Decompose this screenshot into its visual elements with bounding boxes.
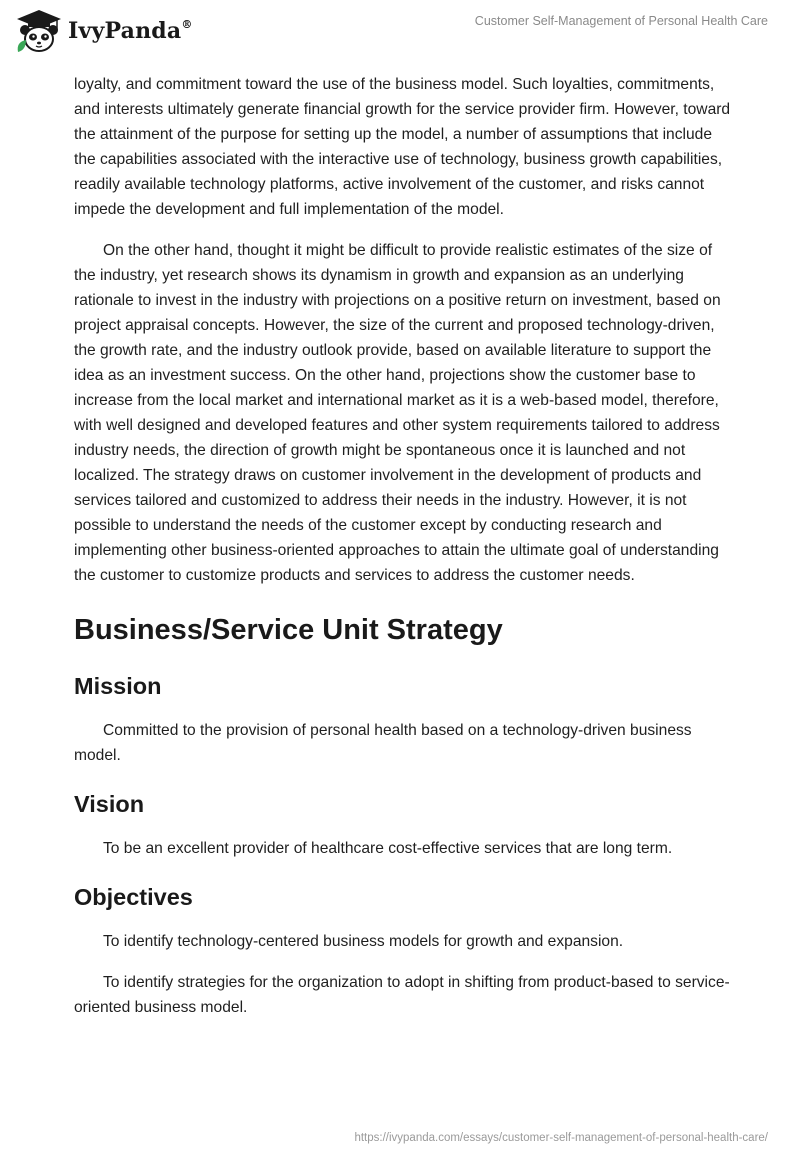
objectives-heading: Objectives — [74, 884, 193, 910]
mission-heading: Mission — [74, 673, 162, 699]
vision-text: To be an excellent provider of healthcare cost-effective services that are long term. — [103, 840, 673, 857]
ivypanda-logo[interactable] — [14, 8, 193, 54]
mission-text: Committed to the provision of personal health based on a technology-driven business model. — [74, 722, 692, 764]
source-url-link[interactable]: https://ivypanda.com/essays/customer-self-management-of-personal-health-care/ — [354, 1132, 768, 1144]
objective-item: To identify technology-centered business models for growth and expansion. — [103, 933, 624, 950]
vision-heading: Vision — [74, 791, 145, 817]
panda-graduate-icon — [14, 8, 64, 54]
document-title: Customer Self-Management of Personal Health Care — [474, 14, 768, 28]
section-heading: Business/Service Unit Strategy — [74, 614, 503, 646]
page-header — [0, 0, 800, 64]
article-body — [74, 72, 734, 1036]
brand-name: IvyPanda® — [68, 17, 193, 44]
objective-item: To identify strategies for the organization to adopt in shifting from product-based to service-oriented business model. — [74, 974, 730, 1016]
paragraph-industry-size: On the other hand, thought it might be difficult to provide realistic estimates of the size of the industry, yet research shows its dynamism in growth and expansion as an underlying rationale to invest in the industry with projections on a positive return on investment, based on project appraisal concepts. However, the size of the current and proposed technology-driven, the growth rate, and the industry outlook provide, based on available literature to support the idea as an investment success. On the other hand, projections show the customer base to increase from the local market and international market as it is a web-based model, therefore, with well designed and developed features and other system requirements tailored to address industry needs, the direction of growth might be spontaneous once it is launched and not localized. The strategy draws on customer involvement in the development of products and services tailored and customized to address their needs in the industry. However, it is not possible to understand the needs of the customer except by conducting research and implementing other business-oriented approaches to attain the ultimate goal of understanding the customer to customize products and services to address the customer needs. — [74, 242, 721, 584]
paragraph-continued: loyalty, and commitment toward the use of the business model. Such loyalties, commitments, and interests ultimately generate financial growth for the service provider firm. However, toward the attainment of the purpose for setting up the model, a number of assumptions that include the capabilities associated with the interactive use of technology, business growth capabilities, readily available technology platforms, active involvement of the customer, and risks cannot impede the development and full implementation of the model. — [74, 76, 731, 218]
